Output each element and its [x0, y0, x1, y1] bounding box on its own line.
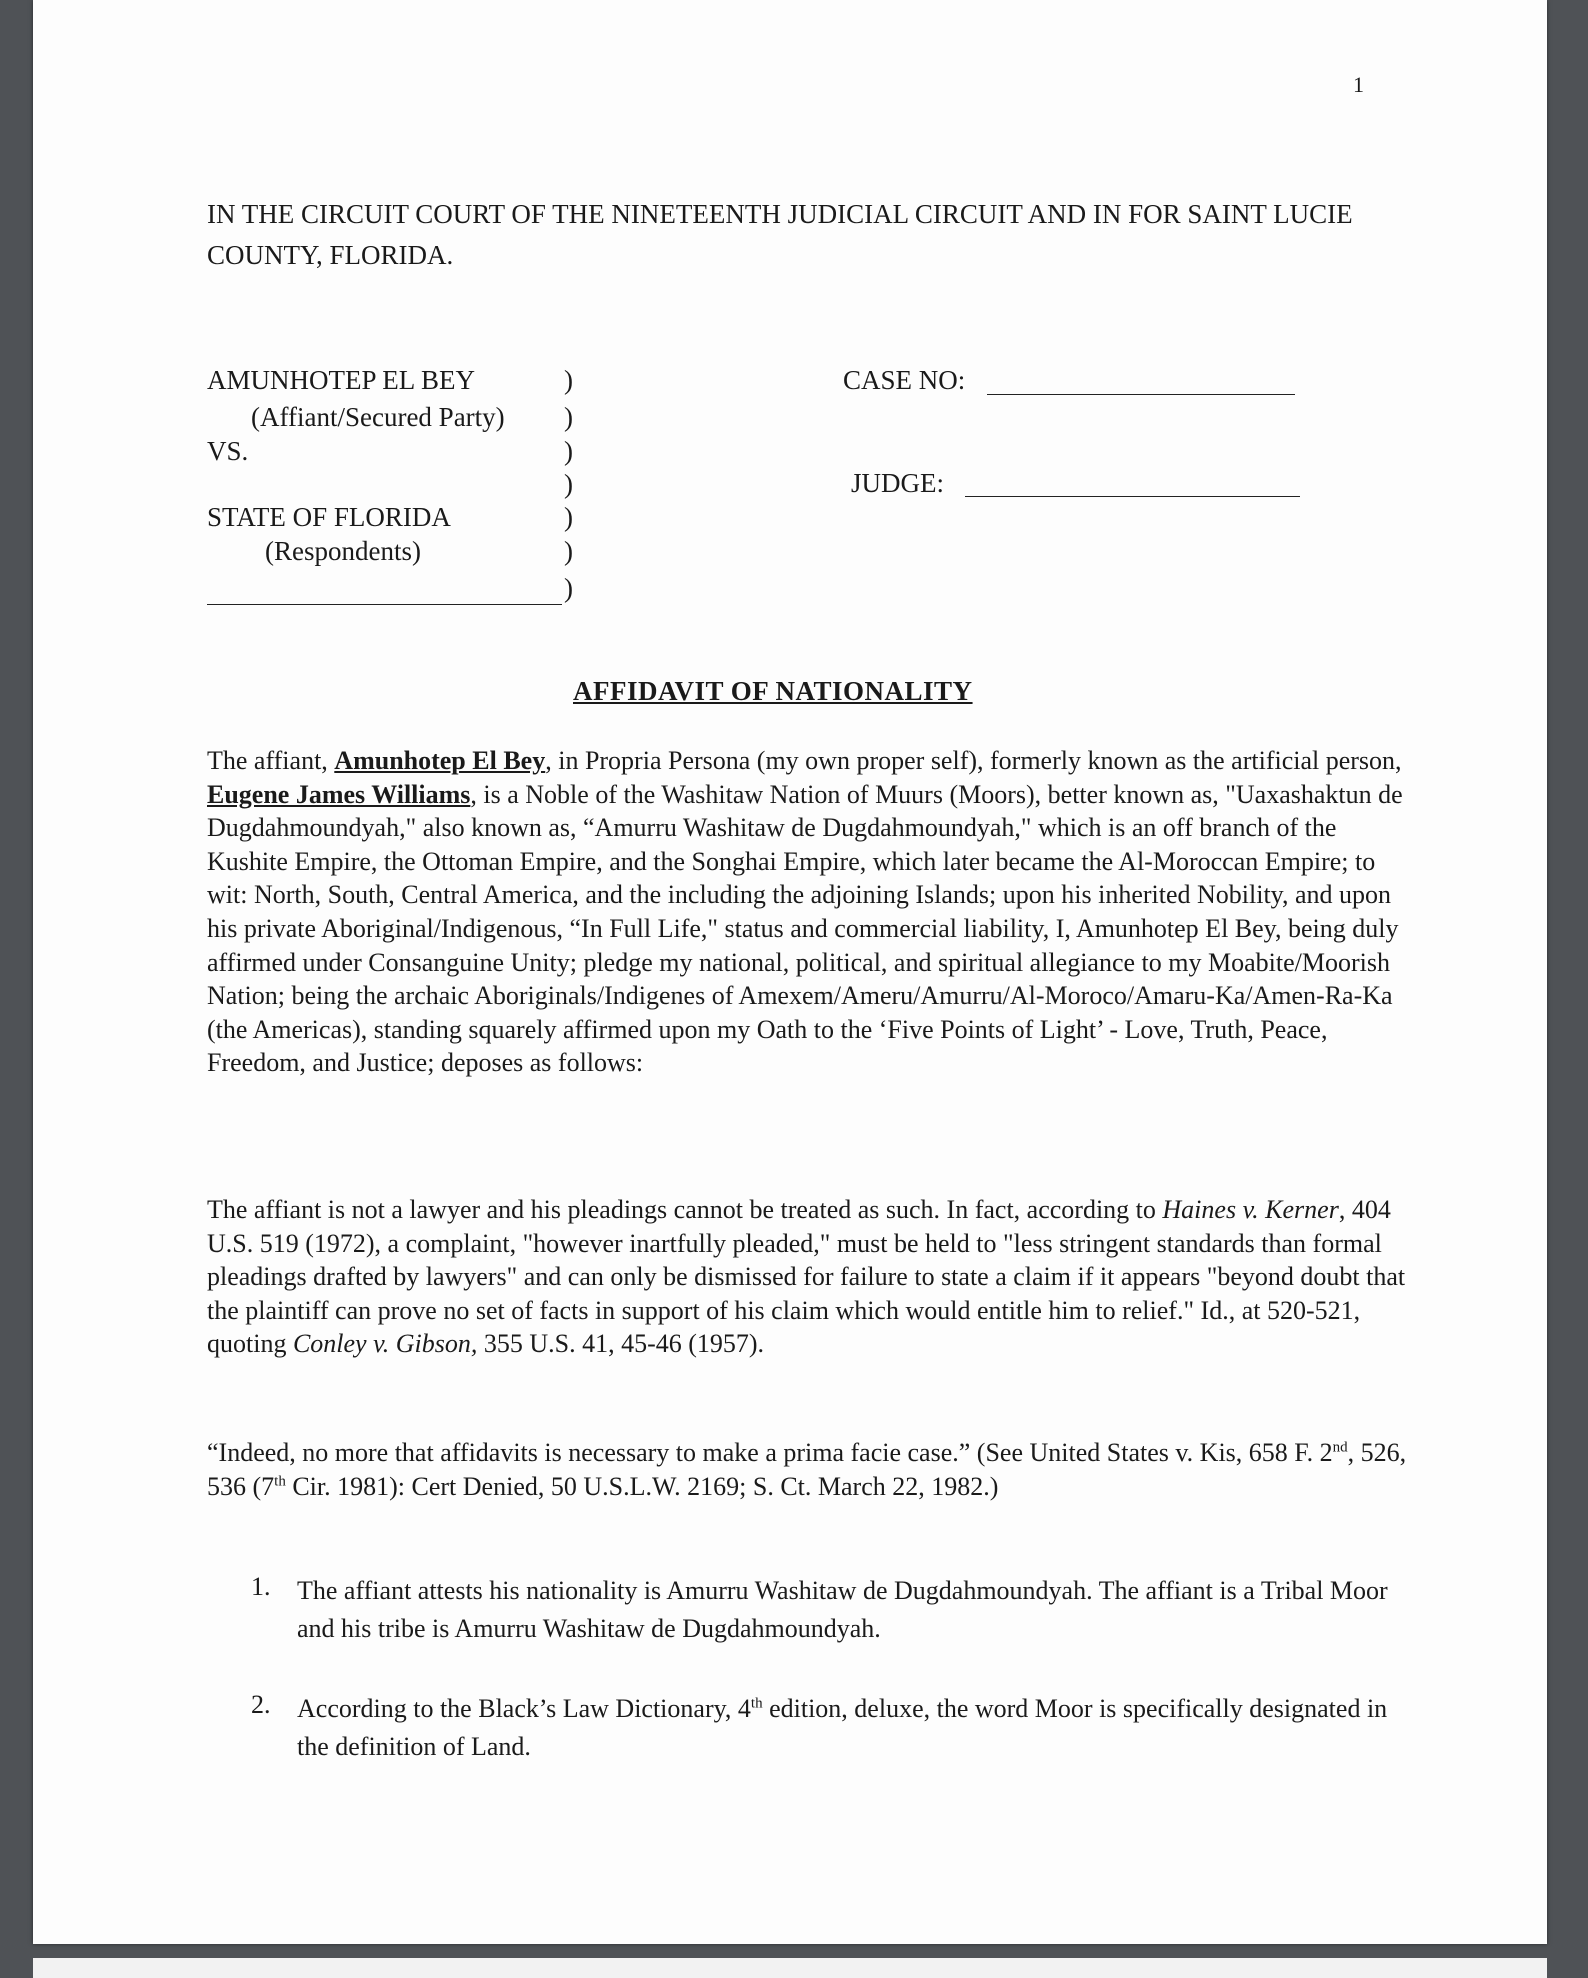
- case-no-label: CASE NO:: [843, 365, 966, 395]
- text-run: According to the Black’s Law Dictionary, 4: [297, 1694, 751, 1723]
- case-citation: Haines v. Kerner: [1162, 1195, 1339, 1224]
- text-run: , is a Noble of the Washitaw Nation of Muurs (Moors), better known as, "Uaxashaktun de Dugdahmoundyah," also known as, “Amurru Washitaw de Dugdahmoundyah," which is an off branch of the Kushite Empire, the Ottoman Empire, and the Songhai Empire, which later became the Al-Moroccan Empire; to wit: North, South, Central America, and the including the adjoining Islands; upon his inherited Nobility, and upon his private Aboriginal/Indigenous, “In Full Life," status and commercial liability, I, Amunhotep El Bey, being duly affirmed under Consanguine Unity; pledge my national, political, and spiritual allegiance to my Moabite/Moorish Nation; being the archaic Aboriginals/Indigenes of Amexem/Ameru/Amurru/Al-Moroco/Amaru-Ka/Amen-Ra-Ka (the Americas), standing squarely affirmed upon my Oath to the ‘Five Points of Light’ - Love, Truth, Peace, Freedom, and Justice; deposes as follows:: [207, 779, 1403, 1078]
- caption-paren: ): [564, 536, 573, 566]
- list-item: The affiant attests his nationality is Amurru Washitaw de Dugdahmoundyah. The affiant is a Tribal Moor and his tribe is Amurru Washitaw de Dugdahmoundyah.: [297, 1576, 1388, 1643]
- caption-paren: ): [564, 573, 573, 603]
- court-heading: IN THE CIRCUIT COURT OF THE NINETEENTH JUDICIAL CIRCUIT AND IN FOR SAINT LUCIE COUNTY, FLORIDA.: [207, 199, 1353, 270]
- caption-paren: ): [564, 469, 573, 499]
- text-run: “Indeed, no more that affidavits is necessary to make a prima facie case.” (See United States v. Kis, 658 F. 2: [207, 1438, 1333, 1467]
- list-number: 1.: [251, 1572, 271, 1601]
- document-title: AFFIDAVIT OF NATIONALITY: [573, 676, 973, 706]
- text-run: The affiant is not a lawyer and his pleadings cannot be treated as such. In fact, according to: [207, 1195, 1163, 1224]
- text-run: , 526, 536 (7: [207, 1438, 1407, 1501]
- caption-paren: ): [564, 502, 573, 532]
- superscript: nd: [1332, 1439, 1348, 1456]
- document-page: [33, 0, 1547, 1944]
- plaintiff-name: AMUNHOTEP EL BEY: [207, 365, 475, 395]
- defendant-role: (Respondents): [265, 536, 421, 566]
- text-run: edition, deluxe, the word Moor is specifically designated in the definition of Land.: [297, 1694, 1388, 1761]
- defendant-name: STATE OF FLORIDA: [207, 502, 451, 532]
- list-item: [297, 1690, 1413, 1766]
- caption-paren: ): [564, 436, 573, 466]
- list-number: 2.: [251, 1690, 271, 1719]
- judge-blank: [965, 496, 1300, 497]
- judge-label: JUDGE:: [851, 468, 944, 498]
- case-no-blank: [987, 394, 1295, 395]
- text-run: , 404 U.S. 519 (1972), a complaint, "however inartfully pleaded," must be held to "less stringent standards than formal pleadings drafted by lawyers" and can only be dismissed for failure to state a claim if it appears "beyond doubt that the plaintiff can prove no set of facts in support of his claim which would entitle him to relief." Id., at 520-521, quoting: [207, 1195, 1406, 1359]
- text-run: , in Propria Persona (my own proper self), formerly known as the artificial person,: [545, 746, 1402, 775]
- superscript: th: [274, 1472, 286, 1489]
- next-page-edge: [33, 1958, 1547, 1978]
- prima-facie-paragraph: [207, 1436, 1415, 1503]
- caption-paren: ): [564, 365, 573, 395]
- text-run: Cir. 1981): Cert Denied, 50 U.S.L.W. 2169; S. Ct. March 22, 1982.): [285, 1471, 999, 1501]
- versus-label: VS.: [207, 436, 249, 466]
- page-number: 1: [1353, 72, 1364, 97]
- superscript: th: [750, 1695, 763, 1712]
- lawyer-disclaimer-paragraph: [207, 1193, 1415, 1361]
- caption-underline: [207, 604, 562, 605]
- artificial-person-name: Eugene James Williams: [207, 779, 471, 809]
- case-citation: Conley v. Gibson,: [292, 1329, 478, 1359]
- text-run: 355 U.S. 41, 45-46 (1957).: [477, 1329, 765, 1359]
- text-run: The affiant,: [207, 746, 335, 775]
- affiant-name: Amunhotep El Bey: [334, 746, 546, 775]
- plaintiff-role: (Affiant/Secured Party): [251, 402, 505, 432]
- caption-paren: ): [564, 402, 573, 432]
- intro-paragraph: [207, 744, 1415, 1080]
